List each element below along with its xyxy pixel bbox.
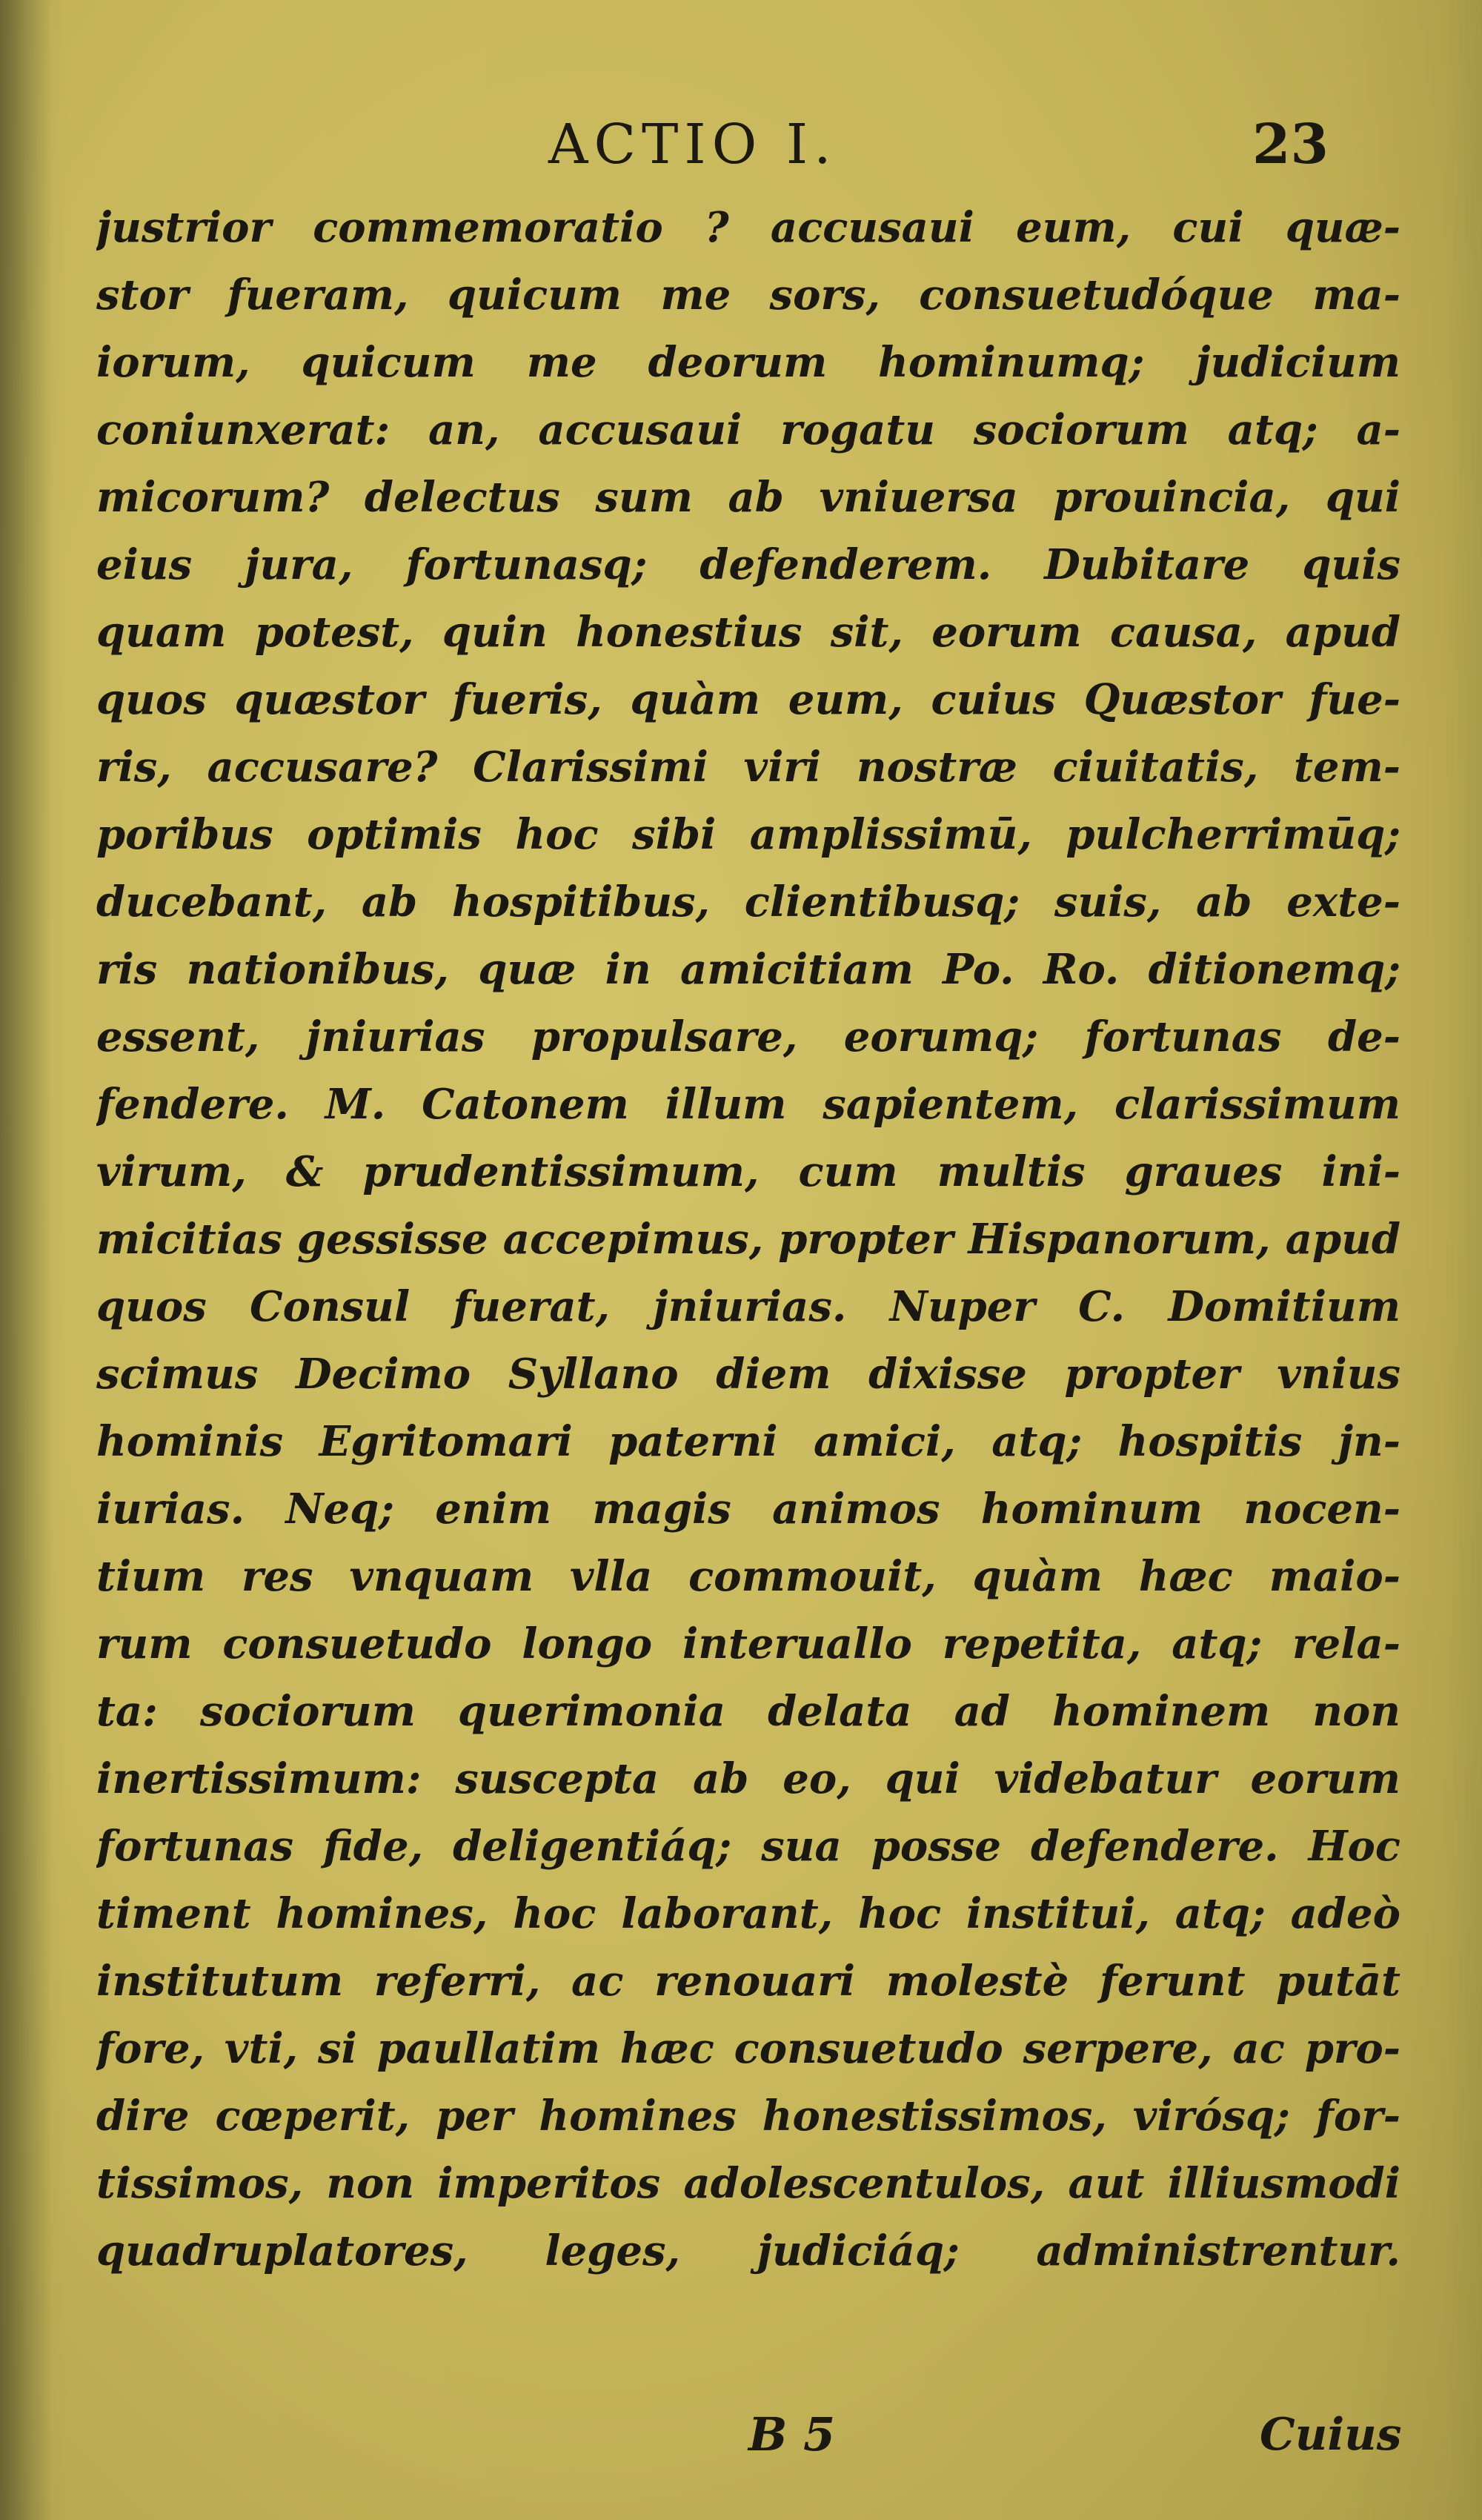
- text-line: fendere. M. Catonem illum sapientem, clarissimum: [96, 1080, 1400, 1129]
- text-line: quos quæstor fueris, quàm eum, cuius Quæstor fue-: [96, 675, 1400, 724]
- text-line: stor fueram, quicum me sors, consuetudóque ma-: [96, 271, 1400, 319]
- text-line: ta: sociorum querimonia delata ad hominem non: [96, 1687, 1400, 1736]
- text-line: dire cœperit, per homines honestissimos, virósq; for-: [96, 2092, 1400, 2141]
- text-line: eius jura, fortunasq; defenderem. Dubitare quis: [96, 540, 1400, 589]
- text-block: [96, 194, 1400, 2285]
- text-line: ris, accusare? Clarissimi viri nostræ ciuitatis, tem-: [96, 743, 1400, 792]
- text-line: iorum, quicum me deorum hominumq; judicium: [96, 338, 1400, 387]
- text-line: coniunxerat: an, accusaui rogatu sociorum atq; a-: [96, 405, 1400, 454]
- page-number: 23: [1252, 113, 1329, 176]
- text-line: fortunas fide, deligentiáq; sua posse defendere. Hoc: [96, 1822, 1400, 1871]
- signature-mark: B 5: [748, 2407, 836, 2461]
- text-line: ducebant, ab hospitibus, clientibusq; suis, ab exte-: [96, 878, 1400, 926]
- text-line: essent, jniurias propulsare, eorumq; fortunas de-: [96, 1012, 1400, 1061]
- text-line: quam potest, quin honestius sit, eorum causa, apud: [96, 608, 1400, 657]
- text-line: quos Consul fuerat, jniurias. Nuper C. Domitium: [96, 1282, 1400, 1331]
- text-line: tissimos, non imperitos adolescentulos, aut illiusmodi: [96, 2159, 1400, 2208]
- page-title: ACTIO I.: [548, 113, 837, 176]
- text-line: poribus optimis hoc sibi amplissimū, pulcherrimūq;: [96, 810, 1400, 859]
- page-footer: [0, 2398, 1482, 2472]
- text-line: justrior commemoratio ? accusaui eum, cui quæ-: [96, 203, 1400, 252]
- text-line: tium res vnquam vlla commouit, quàm hæc maio-: [96, 1552, 1400, 1601]
- text-line: micitias gessisse accepimus, propter Hispanorum, apud: [96, 1215, 1400, 1264]
- running-head: [0, 111, 1482, 178]
- text-line: hominis Egritomari paterni amici, atq; hospitis jn-: [96, 1417, 1400, 1466]
- text-line: inertissimum: suscepta ab eo, qui videbatur eorum: [96, 1754, 1400, 1803]
- text-line: scimus Decimo Syllano diem dixisse propter vnius: [96, 1350, 1400, 1399]
- text-line: virum, & prudentissimum, cum multis graues ini-: [96, 1147, 1400, 1196]
- text-line: fore, vti, si paullatim hæc consuetudo serpere, ac pro-: [96, 2024, 1400, 2073]
- text-line: timent homines, hoc laborant, hoc institui, atq; adeò: [96, 1889, 1400, 1938]
- text-line: rum consuetudo longo interuallo repetita, atq; rela-: [96, 1619, 1400, 1668]
- text-line: institutum referri, ac renouari molestè ferunt putāt: [96, 1957, 1400, 2006]
- text-line: quadruplatores, leges, judiciáq; administrentur.: [96, 2226, 1400, 2275]
- catchword: Cuius: [1260, 2409, 1402, 2461]
- gutter-shadow: [0, 0, 52, 2520]
- text-line: ris nationibus, quæ in amicitiam Po. Ro. ditionemq;: [96, 945, 1400, 994]
- text-line: iurias. Neq; enim magis animos hominum nocen-: [96, 1485, 1400, 1533]
- text-line: micorum? delectus sum ab vniuersa prouincia, qui: [96, 473, 1400, 522]
